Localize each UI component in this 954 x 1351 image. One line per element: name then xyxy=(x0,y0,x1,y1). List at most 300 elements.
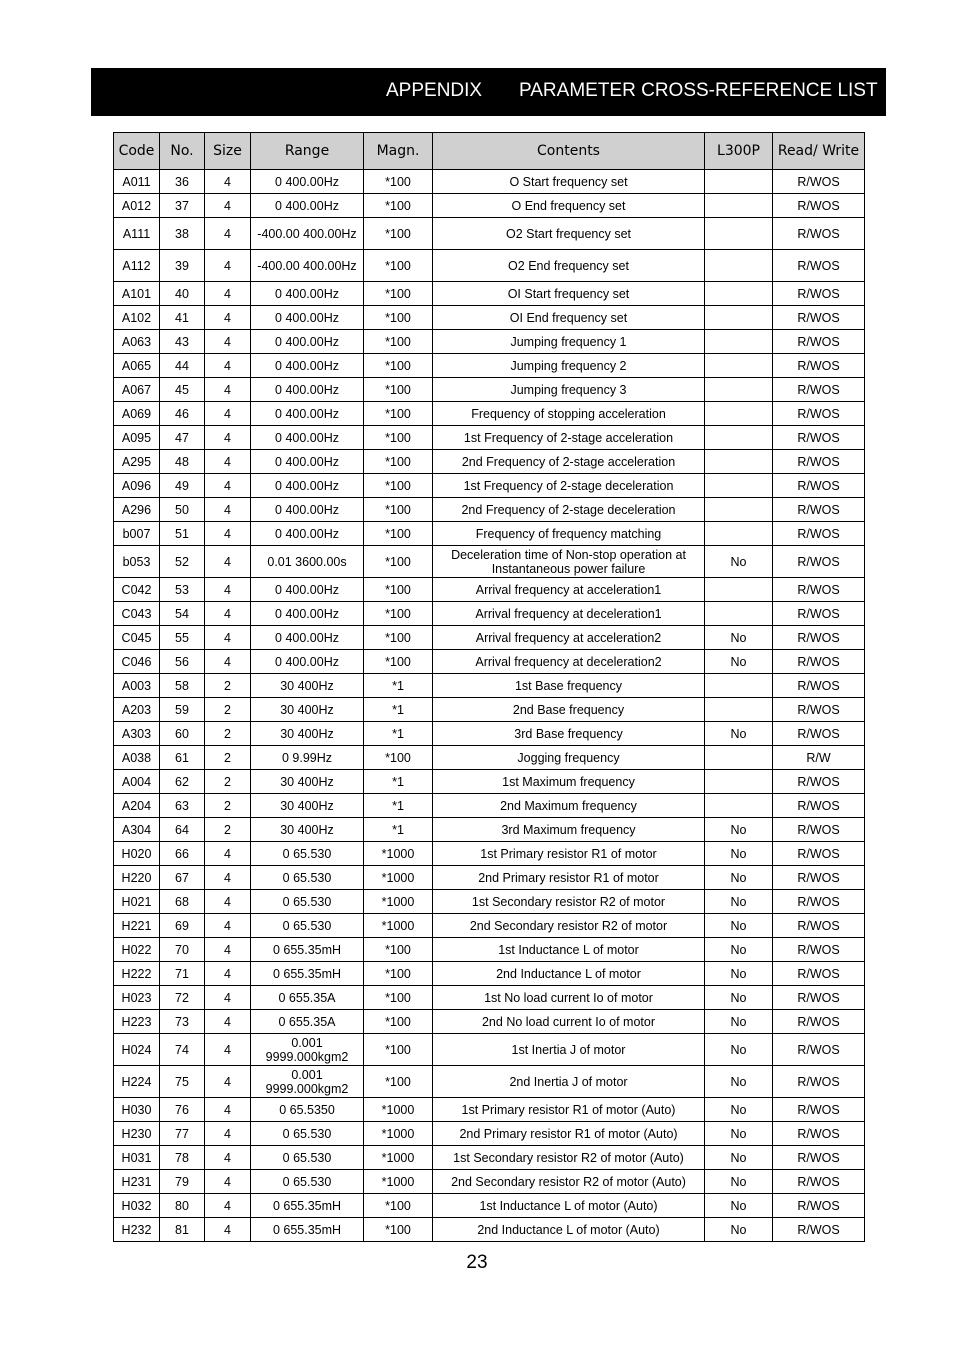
code-cell: H222 xyxy=(114,962,160,986)
contents-cell: OI End frequency set xyxy=(433,306,705,330)
magn-cell: *100 xyxy=(364,218,433,250)
code-cell: H024 xyxy=(114,1034,160,1066)
table-row xyxy=(114,842,865,866)
no-cell: 38 xyxy=(160,218,205,250)
read-write-cell: R/WOS xyxy=(773,698,865,722)
table-row xyxy=(114,1122,865,1146)
contents-cell: 2nd Base frequency xyxy=(433,698,705,722)
table-row xyxy=(114,170,865,194)
size-cell: 2 xyxy=(205,746,251,770)
no-cell: 49 xyxy=(160,474,205,498)
magn-cell: *100 xyxy=(364,170,433,194)
contents-cell: Arrival frequency at deceleration2 xyxy=(433,650,705,674)
contents-cell: 1st Primary resistor R1 of motor xyxy=(433,842,705,866)
range-cell: 0 65.530 xyxy=(251,1170,364,1194)
no-cell: 58 xyxy=(160,674,205,698)
table-row xyxy=(114,770,865,794)
size-cell: 4 xyxy=(205,218,251,250)
code-cell: A203 xyxy=(114,698,160,722)
no-cell: 41 xyxy=(160,306,205,330)
magn-cell: *100 xyxy=(364,426,433,450)
no-cell: 76 xyxy=(160,1098,205,1122)
l300p-cell: No xyxy=(705,1066,773,1098)
magn-cell: *100 xyxy=(364,450,433,474)
magn-cell: *1000 xyxy=(364,842,433,866)
contents-cell: 1st Frequency of 2-stage deceleration xyxy=(433,474,705,498)
size-cell: 4 xyxy=(205,1122,251,1146)
header-banner xyxy=(91,68,886,116)
magn-cell: *100 xyxy=(364,626,433,650)
no-cell: 69 xyxy=(160,914,205,938)
contents-cell: 2nd Frequency of 2-stage acceleration xyxy=(433,450,705,474)
range-cell: 0 9.99Hz xyxy=(251,746,364,770)
magn-cell: *100 xyxy=(364,962,433,986)
size-cell: 4 xyxy=(205,914,251,938)
range-cell: 30 400Hz xyxy=(251,698,364,722)
read-write-cell: R/WOS xyxy=(773,650,865,674)
size-cell: 4 xyxy=(205,650,251,674)
code-cell: C046 xyxy=(114,650,160,674)
range-cell: 0 400.00Hz xyxy=(251,450,364,474)
size-cell: 2 xyxy=(205,698,251,722)
read-write-cell: R/WOS xyxy=(773,722,865,746)
no-cell: 39 xyxy=(160,250,205,282)
contents-cell: 2nd No load current Io of motor xyxy=(433,1010,705,1034)
contents-cell: 2nd Secondary resistor R2 of motor xyxy=(433,914,705,938)
table-row xyxy=(114,578,865,602)
l300p-cell xyxy=(705,770,773,794)
l300p-cell: No xyxy=(705,986,773,1010)
no-cell: 70 xyxy=(160,938,205,962)
size-cell: 4 xyxy=(205,498,251,522)
l300p-cell xyxy=(705,426,773,450)
magn-cell: *1000 xyxy=(364,1146,433,1170)
size-cell: 4 xyxy=(205,306,251,330)
range-cell: 0 400.00Hz xyxy=(251,402,364,426)
range-cell: 30 400Hz xyxy=(251,818,364,842)
code-cell: H022 xyxy=(114,938,160,962)
size-cell: 4 xyxy=(205,890,251,914)
magn-cell: *1 xyxy=(364,770,433,794)
code-cell: A012 xyxy=(114,194,160,218)
contents-cell: O2 Start frequency set xyxy=(433,218,705,250)
code-cell: A204 xyxy=(114,794,160,818)
code-cell: A304 xyxy=(114,818,160,842)
magn-cell: *100 xyxy=(364,938,433,962)
no-cell: 47 xyxy=(160,426,205,450)
read-write-cell: R/WOS xyxy=(773,674,865,698)
l300p-cell xyxy=(705,194,773,218)
table-row xyxy=(114,522,865,546)
contents-cell: 2nd Secondary resistor R2 of motor (Auto) xyxy=(433,1170,705,1194)
l300p-cell xyxy=(705,674,773,698)
table-row xyxy=(114,426,865,450)
code-cell: H223 xyxy=(114,1010,160,1034)
table-row xyxy=(114,938,865,962)
range-cell: 0 400.00Hz xyxy=(251,378,364,402)
magn-cell: *1 xyxy=(364,818,433,842)
range-cell: 0 65.530 xyxy=(251,914,364,938)
code-cell: H221 xyxy=(114,914,160,938)
code-cell: H030 xyxy=(114,1098,160,1122)
contents-cell: O Start frequency set xyxy=(433,170,705,194)
code-cell: A111 xyxy=(114,218,160,250)
contents-cell: Arrival frequency at deceleration1 xyxy=(433,602,705,626)
contents-cell: Jumping frequency 2 xyxy=(433,354,705,378)
col-header-code: Code xyxy=(114,133,160,170)
no-cell: 43 xyxy=(160,330,205,354)
l300p-cell: No xyxy=(705,842,773,866)
size-cell: 4 xyxy=(205,578,251,602)
l300p-cell: No xyxy=(705,722,773,746)
contents-cell: 1st Inductance L of motor xyxy=(433,938,705,962)
code-cell: H032 xyxy=(114,1194,160,1218)
magn-cell: *1 xyxy=(364,698,433,722)
read-write-cell: R/WOS xyxy=(773,250,865,282)
table-row xyxy=(114,450,865,474)
range-cell: -400.00 400.00Hz xyxy=(251,250,364,282)
size-cell: 4 xyxy=(205,426,251,450)
no-cell: 45 xyxy=(160,378,205,402)
contents-cell: 1st No load current Io of motor xyxy=(433,986,705,1010)
range-cell: 0 65.530 xyxy=(251,890,364,914)
read-write-cell: R/WOS xyxy=(773,354,865,378)
magn-cell: *1 xyxy=(364,674,433,698)
contents-cell: 2nd Inertia J of motor xyxy=(433,1066,705,1098)
no-cell: 62 xyxy=(160,770,205,794)
size-cell: 4 xyxy=(205,602,251,626)
magn-cell: *100 xyxy=(364,474,433,498)
magn-cell: *1000 xyxy=(364,914,433,938)
range-cell: 0 655.35mH xyxy=(251,938,364,962)
no-cell: 71 xyxy=(160,962,205,986)
l300p-cell: No xyxy=(705,1218,773,1242)
no-cell: 46 xyxy=(160,402,205,426)
read-write-cell: R/WOS xyxy=(773,450,865,474)
code-cell: H021 xyxy=(114,890,160,914)
no-cell: 59 xyxy=(160,698,205,722)
col-header-magn: Magn. xyxy=(364,133,433,170)
size-cell: 4 xyxy=(205,354,251,378)
col-header-range: Range xyxy=(251,133,364,170)
page-number: 23 xyxy=(466,1252,488,1273)
range-cell: 0 655.35A xyxy=(251,1010,364,1034)
no-cell: 74 xyxy=(160,1034,205,1066)
size-cell: 4 xyxy=(205,626,251,650)
code-cell: b053 xyxy=(114,546,160,578)
code-cell: A296 xyxy=(114,498,160,522)
no-cell: 54 xyxy=(160,602,205,626)
l300p-cell: No xyxy=(705,938,773,962)
size-cell: 4 xyxy=(205,402,251,426)
contents-cell: Jumping frequency 1 xyxy=(433,330,705,354)
contents-cell: 3rd Base frequency xyxy=(433,722,705,746)
size-cell: 4 xyxy=(205,1034,251,1066)
l300p-cell xyxy=(705,218,773,250)
magn-cell: *100 xyxy=(364,378,433,402)
read-write-cell: R/WOS xyxy=(773,426,865,450)
range-cell: 0 655.35mH xyxy=(251,962,364,986)
read-write-cell: R/WOS xyxy=(773,578,865,602)
table-row xyxy=(114,1194,865,1218)
magn-cell: *1000 xyxy=(364,866,433,890)
l300p-cell xyxy=(705,330,773,354)
table-row xyxy=(114,354,865,378)
contents-cell: Arrival frequency at acceleration1 xyxy=(433,578,705,602)
size-cell: 4 xyxy=(205,962,251,986)
code-cell: A102 xyxy=(114,306,160,330)
l300p-cell: No xyxy=(705,890,773,914)
l300p-cell xyxy=(705,282,773,306)
read-write-cell: R/WOS xyxy=(773,1066,865,1098)
table-row xyxy=(114,890,865,914)
size-cell: 4 xyxy=(205,450,251,474)
range-cell: 0 65.530 xyxy=(251,866,364,890)
no-cell: 53 xyxy=(160,578,205,602)
table-row xyxy=(114,194,865,218)
read-write-cell: R/WOS xyxy=(773,770,865,794)
range-cell: 0 400.00Hz xyxy=(251,650,364,674)
range-cell: 0 400.00Hz xyxy=(251,426,364,450)
code-cell: A011 xyxy=(114,170,160,194)
size-cell: 4 xyxy=(205,842,251,866)
no-cell: 78 xyxy=(160,1146,205,1170)
table-row xyxy=(114,722,865,746)
contents-cell: Arrival frequency at acceleration2 xyxy=(433,626,705,650)
code-cell: A096 xyxy=(114,474,160,498)
size-cell: 4 xyxy=(205,546,251,578)
range-cell: 30 400Hz xyxy=(251,794,364,818)
size-cell: 2 xyxy=(205,722,251,746)
table-row xyxy=(114,1034,865,1066)
l300p-cell xyxy=(705,474,773,498)
no-cell: 79 xyxy=(160,1170,205,1194)
l300p-cell: No xyxy=(705,1122,773,1146)
contents-cell: 2nd Maximum frequency xyxy=(433,794,705,818)
read-write-cell: R/WOS xyxy=(773,794,865,818)
l300p-cell xyxy=(705,794,773,818)
read-write-cell: R/WOS xyxy=(773,546,865,578)
code-cell: A295 xyxy=(114,450,160,474)
no-cell: 36 xyxy=(160,170,205,194)
range-cell: 0.001 9999.000kgm2 xyxy=(251,1066,364,1098)
magn-cell: *100 xyxy=(364,578,433,602)
read-write-cell: R/WOS xyxy=(773,522,865,546)
table-row xyxy=(114,650,865,674)
code-cell: H031 xyxy=(114,1146,160,1170)
parameter-table xyxy=(113,132,865,1242)
range-cell: 0 400.00Hz xyxy=(251,282,364,306)
size-cell: 4 xyxy=(205,378,251,402)
contents-cell: 1st Primary resistor R1 of motor (Auto) xyxy=(433,1098,705,1122)
code-cell: C043 xyxy=(114,602,160,626)
contents-cell: Jumping frequency 3 xyxy=(433,378,705,402)
table-row xyxy=(114,1218,865,1242)
range-cell: 0.01 3600.00s xyxy=(251,546,364,578)
table-row xyxy=(114,914,865,938)
table-row xyxy=(114,250,865,282)
contents-cell: 1st Frequency of 2-stage acceleration xyxy=(433,426,705,450)
read-write-cell: R/WOS xyxy=(773,842,865,866)
read-write-cell: R/WOS xyxy=(773,330,865,354)
table-row xyxy=(114,962,865,986)
magn-cell: *100 xyxy=(364,546,433,578)
read-write-cell: R/WOS xyxy=(773,1010,865,1034)
l300p-cell: No xyxy=(705,1010,773,1034)
table-row xyxy=(114,498,865,522)
table-row xyxy=(114,1170,865,1194)
range-cell: 0 400.00Hz xyxy=(251,522,364,546)
range-cell: 30 400Hz xyxy=(251,770,364,794)
read-write-cell: R/WOS xyxy=(773,306,865,330)
read-write-cell: R/WOS xyxy=(773,378,865,402)
size-cell: 4 xyxy=(205,866,251,890)
contents-cell: O End frequency set xyxy=(433,194,705,218)
col-header-contents: Contents xyxy=(433,133,705,170)
l300p-cell: No xyxy=(705,1146,773,1170)
contents-cell: 1st Secondary resistor R2 of motor (Auto) xyxy=(433,1146,705,1170)
table-row xyxy=(114,602,865,626)
read-write-cell: R/W xyxy=(773,746,865,770)
magn-cell: *100 xyxy=(364,282,433,306)
contents-cell: OI Start frequency set xyxy=(433,282,705,306)
table-row xyxy=(114,1098,865,1122)
table-row xyxy=(114,282,865,306)
size-cell: 4 xyxy=(205,474,251,498)
col-header-l300p: L300P xyxy=(705,133,773,170)
range-cell: 0 65.530 xyxy=(251,842,364,866)
table-header-row xyxy=(114,133,865,170)
size-cell: 4 xyxy=(205,250,251,282)
magn-cell: *100 xyxy=(364,498,433,522)
size-cell: 2 xyxy=(205,794,251,818)
no-cell: 52 xyxy=(160,546,205,578)
size-cell: 2 xyxy=(205,818,251,842)
table-row xyxy=(114,218,865,250)
size-cell: 4 xyxy=(205,282,251,306)
no-cell: 37 xyxy=(160,194,205,218)
read-write-cell: R/WOS xyxy=(773,818,865,842)
no-cell: 40 xyxy=(160,282,205,306)
range-cell: 0 655.35A xyxy=(251,986,364,1010)
no-cell: 44 xyxy=(160,354,205,378)
contents-cell: Frequency of stopping acceleration xyxy=(433,402,705,426)
l300p-cell: No xyxy=(705,650,773,674)
no-cell: 50 xyxy=(160,498,205,522)
code-cell: A003 xyxy=(114,674,160,698)
contents-cell: 3rd Maximum frequency xyxy=(433,818,705,842)
range-cell: 30 400Hz xyxy=(251,674,364,698)
no-cell: 77 xyxy=(160,1122,205,1146)
code-cell: H231 xyxy=(114,1170,160,1194)
no-cell: 73 xyxy=(160,1010,205,1034)
table-row xyxy=(114,818,865,842)
l300p-cell: No xyxy=(705,1194,773,1218)
size-cell: 4 xyxy=(205,1066,251,1098)
magn-cell: *1000 xyxy=(364,1170,433,1194)
col-header-no: No. xyxy=(160,133,205,170)
magn-cell: *100 xyxy=(364,522,433,546)
range-cell: 0 65.530 xyxy=(251,1122,364,1146)
l300p-cell xyxy=(705,250,773,282)
code-cell: A303 xyxy=(114,722,160,746)
l300p-cell: No xyxy=(705,546,773,578)
code-cell: A095 xyxy=(114,426,160,450)
code-cell: H220 xyxy=(114,866,160,890)
read-write-cell: R/WOS xyxy=(773,986,865,1010)
no-cell: 72 xyxy=(160,986,205,1010)
range-cell: 0 400.00Hz xyxy=(251,474,364,498)
col-header-read-write: Read/ Write xyxy=(773,133,865,170)
code-cell: H230 xyxy=(114,1122,160,1146)
range-cell: 0 655.35mH xyxy=(251,1218,364,1242)
magn-cell: *100 xyxy=(364,306,433,330)
code-cell: A038 xyxy=(114,746,160,770)
read-write-cell: R/WOS xyxy=(773,1122,865,1146)
magn-cell: *100 xyxy=(364,1010,433,1034)
size-cell: 4 xyxy=(205,522,251,546)
page-title: PARAMETER CROSS-REFERENCE LIST xyxy=(519,80,878,101)
range-cell: 0 400.00Hz xyxy=(251,330,364,354)
range-cell: 0 400.00Hz xyxy=(251,578,364,602)
magn-cell: *100 xyxy=(364,250,433,282)
contents-cell: 1st Maximum frequency xyxy=(433,770,705,794)
contents-cell: 2nd Primary resistor R1 of motor (Auto) xyxy=(433,1122,705,1146)
code-cell: H023 xyxy=(114,986,160,1010)
l300p-cell: No xyxy=(705,626,773,650)
read-write-cell: R/WOS xyxy=(773,218,865,250)
l300p-cell xyxy=(705,306,773,330)
code-cell: C042 xyxy=(114,578,160,602)
l300p-cell xyxy=(705,354,773,378)
no-cell: 63 xyxy=(160,794,205,818)
size-cell: 4 xyxy=(205,1170,251,1194)
no-cell: 67 xyxy=(160,866,205,890)
table-body xyxy=(114,170,865,1242)
table-row xyxy=(114,674,865,698)
code-cell: A004 xyxy=(114,770,160,794)
size-cell: 4 xyxy=(205,938,251,962)
read-write-cell: R/WOS xyxy=(773,1098,865,1122)
l300p-cell xyxy=(705,578,773,602)
contents-cell: Frequency of frequency matching xyxy=(433,522,705,546)
contents-cell: 2nd Inductance L of motor xyxy=(433,962,705,986)
table-row xyxy=(114,1066,865,1098)
contents-cell: Jogging frequency xyxy=(433,746,705,770)
range-cell: 30 400Hz xyxy=(251,722,364,746)
l300p-cell xyxy=(705,746,773,770)
magn-cell: *1000 xyxy=(364,1122,433,1146)
read-write-cell: R/WOS xyxy=(773,498,865,522)
table-row xyxy=(114,1146,865,1170)
range-cell: 0 400.00Hz xyxy=(251,170,364,194)
contents-cell: 2nd Primary resistor R1 of motor xyxy=(433,866,705,890)
l300p-cell xyxy=(705,402,773,426)
l300p-cell xyxy=(705,602,773,626)
l300p-cell xyxy=(705,170,773,194)
l300p-cell: No xyxy=(705,962,773,986)
table-row xyxy=(114,698,865,722)
no-cell: 75 xyxy=(160,1066,205,1098)
code-cell: H224 xyxy=(114,1066,160,1098)
l300p-cell: No xyxy=(705,866,773,890)
no-cell: 81 xyxy=(160,1218,205,1242)
read-write-cell: R/WOS xyxy=(773,602,865,626)
magn-cell: *100 xyxy=(364,602,433,626)
magn-cell: *100 xyxy=(364,746,433,770)
read-write-cell: R/WOS xyxy=(773,626,865,650)
code-cell: H232 xyxy=(114,1218,160,1242)
